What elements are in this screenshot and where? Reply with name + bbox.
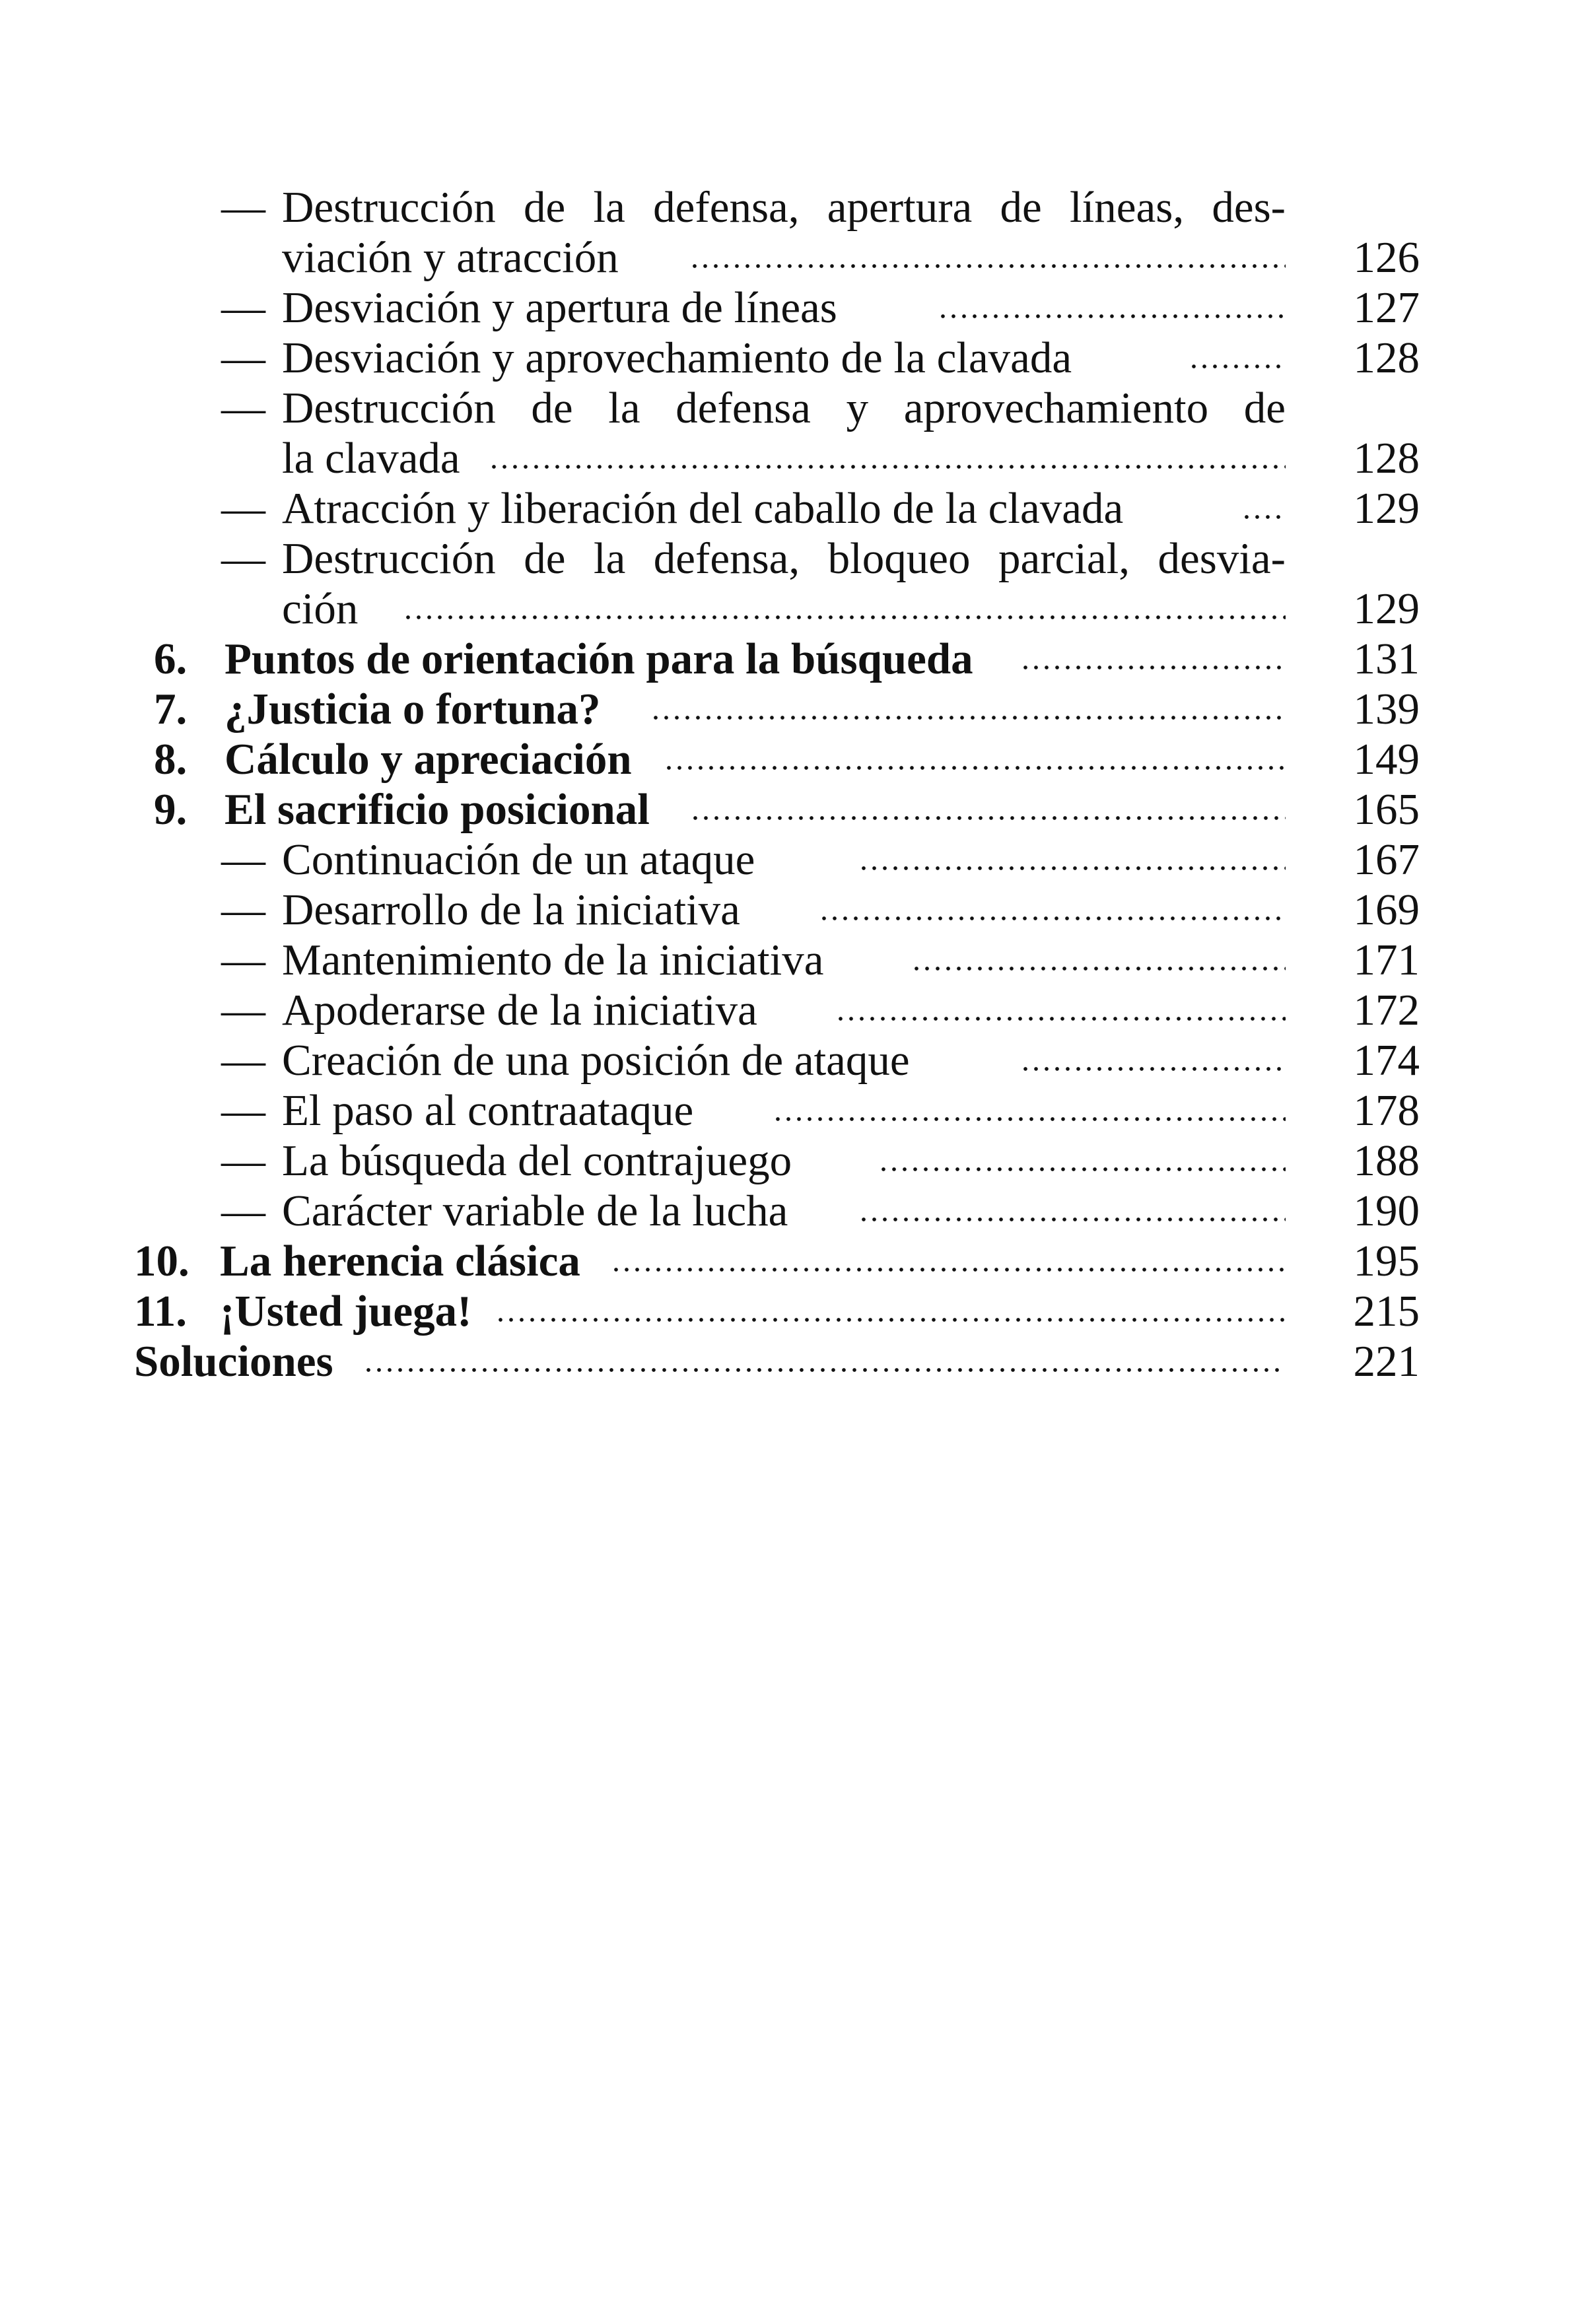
toc-page-number: 139 <box>1353 685 1420 734</box>
toc-chapter-title: Cálculo y apreciación <box>225 735 632 784</box>
toc-page-number: 178 <box>1353 1086 1420 1135</box>
toc-chapter[interactable] <box>0 1336 1590 1386</box>
chapter-number: 11. <box>134 1287 188 1336</box>
toc-page-number: 167 <box>1353 835 1420 884</box>
dot-leader <box>938 314 1286 318</box>
toc-entry-text: Apoderarse de la iniciativa <box>282 986 757 1035</box>
chapter-number: 6. <box>154 634 188 683</box>
dash-marker: — <box>221 885 265 934</box>
toc-page-number: 221 <box>1353 1337 1420 1386</box>
toc-page-number: 128 <box>1353 434 1420 483</box>
dot-leader <box>858 1217 1286 1221</box>
dot-leader <box>835 1017 1286 1021</box>
toc-entry-text: Desviación y aprovechamiento de la clavada <box>282 333 1072 382</box>
toc-entry-text: Carácter variable de la lucha <box>282 1186 788 1235</box>
toc-subentry[interactable] <box>0 483 1590 533</box>
toc-subentry[interactable] <box>0 283 1590 333</box>
toc-page-number: 169 <box>1353 885 1420 934</box>
toc-chapter-title: ¡Usted juega! <box>220 1287 472 1336</box>
dot-leader <box>495 1318 1286 1322</box>
toc-entry-text-line1: Destrucción de la defensa, bloqueo parcial, desvia- <box>282 534 1286 583</box>
dot-leader <box>363 1368 1286 1372</box>
toc-entry-text: Continuación de un ataque <box>282 835 755 884</box>
toc-page-number: 128 <box>1353 333 1420 382</box>
toc-chapter[interactable] <box>0 734 1590 784</box>
dash-marker: — <box>221 835 265 884</box>
toc-page-number: 171 <box>1353 936 1420 984</box>
toc-entry-text: Atracción y liberación del caballo de la clavada <box>282 484 1124 533</box>
toc-subentry[interactable] <box>0 985 1590 1035</box>
dot-leader <box>690 816 1286 820</box>
chapter-number: 8. <box>154 735 188 784</box>
dash-marker: — <box>221 283 265 332</box>
toc-entry-text-line1: Destrucción de la defensa, apertura de líneas, des- <box>282 183 1286 232</box>
dot-leader <box>878 1167 1286 1171</box>
toc-page-number: 195 <box>1353 1237 1420 1285</box>
dash-marker: — <box>221 333 265 382</box>
toc-subentry[interactable] <box>0 433 1590 483</box>
chapter-number: 9. <box>154 785 188 834</box>
toc-subentry-line <box>0 182 1590 232</box>
dash-marker: — <box>221 936 265 984</box>
toc-subentry[interactable] <box>0 1085 1590 1136</box>
toc-subentry[interactable] <box>0 885 1590 935</box>
toc-page-number: 174 <box>1353 1036 1420 1085</box>
toc-entry-text: El paso al contraataque <box>282 1086 694 1135</box>
toc-entry-text: ción <box>282 584 359 633</box>
toc-entry-text: Mantenimiento de la iniciativa <box>282 936 824 984</box>
dot-leader <box>1020 1067 1286 1071</box>
toc-entry-text-line1: Destrucción de la defensa y aprovechamiento de <box>282 384 1286 432</box>
toc-entry-text: viación y atracción <box>282 233 619 282</box>
toc-page-number: 172 <box>1353 986 1420 1035</box>
toc-page-number: 129 <box>1353 484 1420 533</box>
toc-chapter-title: Soluciones <box>134 1337 333 1386</box>
dot-leader <box>819 916 1286 920</box>
toc-chapter[interactable] <box>0 634 1590 684</box>
toc-subentry[interactable] <box>0 1035 1590 1085</box>
toc-page-number: 131 <box>1353 634 1420 683</box>
toc-chapter[interactable] <box>0 784 1590 835</box>
toc-chapter[interactable] <box>0 1236 1590 1286</box>
dash-marker: — <box>221 384 265 432</box>
toc-entry-text: Creación de una posición de ataque <box>282 1036 910 1085</box>
toc-page-number: 165 <box>1353 785 1420 834</box>
toc-page-number: 126 <box>1353 233 1420 282</box>
chapter-number: 10. <box>134 1237 190 1285</box>
toc-subentry[interactable] <box>0 232 1590 283</box>
dot-leader <box>773 1117 1286 1121</box>
toc-subentry-line <box>0 533 1590 584</box>
dot-leader <box>664 766 1286 770</box>
toc-page-number: 190 <box>1353 1186 1420 1235</box>
dash-marker: — <box>221 534 265 583</box>
dot-leader <box>489 465 1286 469</box>
toc-entry-text: Desviación y apertura de líneas <box>282 283 837 332</box>
dot-leader <box>611 1268 1286 1272</box>
toc-page-number: 188 <box>1353 1136 1420 1185</box>
toc-subentry[interactable] <box>0 935 1590 985</box>
toc-subentry[interactable] <box>0 1186 1590 1236</box>
dot-leader <box>1241 515 1286 519</box>
dot-leader <box>650 716 1286 720</box>
dash-marker: — <box>221 484 265 533</box>
dot-leader <box>689 264 1286 268</box>
toc-chapter[interactable] <box>0 684 1590 734</box>
toc-page-number: 215 <box>1353 1287 1420 1336</box>
toc-subentry[interactable] <box>0 584 1590 634</box>
dot-leader <box>1020 666 1286 669</box>
toc-page-number: 127 <box>1353 283 1420 332</box>
toc-page-number: 129 <box>1353 584 1420 633</box>
toc-subentry[interactable] <box>0 835 1590 885</box>
chapter-number: 7. <box>154 685 188 734</box>
dash-marker: — <box>221 1136 265 1185</box>
dot-leader <box>1189 364 1286 368</box>
dot-leader <box>403 615 1286 619</box>
toc-chapter-title: Puntos de orientación para la búsqueda <box>225 634 973 683</box>
dash-marker: — <box>221 1036 265 1085</box>
toc-chapter-title: El sacrificio posicional <box>225 785 650 834</box>
toc-page-number: 149 <box>1353 735 1420 784</box>
toc-chapter[interactable] <box>0 1286 1590 1336</box>
dot-leader <box>858 866 1286 870</box>
dash-marker: — <box>221 986 265 1035</box>
dash-marker: — <box>221 183 265 232</box>
dash-marker: — <box>221 1086 265 1135</box>
toc-chapter-title: La herencia clásica <box>220 1237 580 1285</box>
dot-leader <box>911 967 1286 971</box>
dash-marker: — <box>221 1186 265 1235</box>
toc-entry-text: la clavada <box>282 434 460 483</box>
toc-entry-text: Desarrollo de la iniciativa <box>282 885 740 934</box>
toc-subentry[interactable] <box>0 333 1590 383</box>
toc-chapter-title: ¿Justicia o fortuna? <box>225 685 601 734</box>
toc-entry-text: La búsqueda del contrajuego <box>282 1136 792 1185</box>
toc-subentry-line <box>0 383 1590 433</box>
toc-subentry[interactable] <box>0 1136 1590 1186</box>
